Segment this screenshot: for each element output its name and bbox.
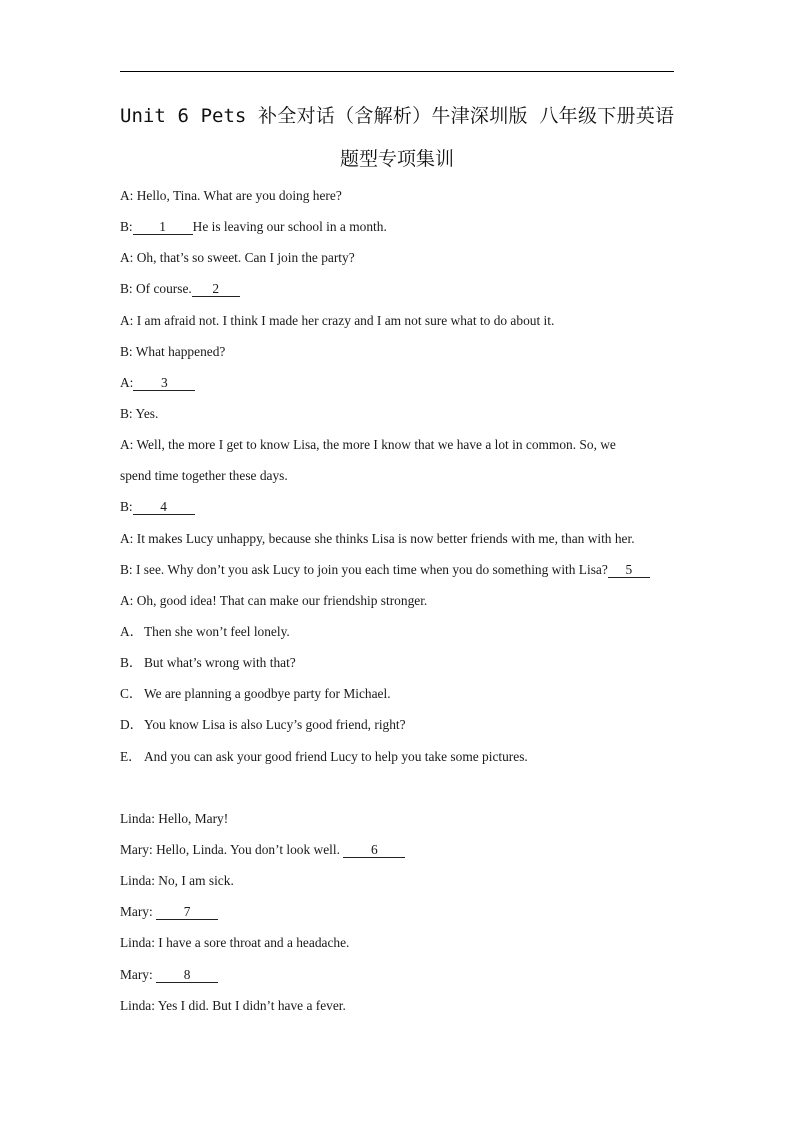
document-title-line-1: Unit 6 Pets 补全对话（含解析）牛津深圳版 八年级下册英语 <box>120 105 674 127</box>
option-item: C． We are planning a goodbye party for Michael. <box>120 686 391 701</box>
dialogue-line: A: It makes Lucy unhappy, because she thinks Lisa is now better friends with me, than with her. <box>120 531 635 546</box>
dialogue-line: B: Yes. <box>120 406 159 421</box>
option-letter: D． <box>120 717 144 732</box>
option-letter: A． <box>120 624 144 639</box>
answer-blank-1: 1 <box>133 220 193 235</box>
document-title-line-2: 题型专项集训 <box>339 148 454 170</box>
answer-blank-2: 2 <box>192 282 240 297</box>
dialogue-line: B: What happened? <box>120 344 226 359</box>
dialogue-line: A: Well, the more I get to know Lisa, the more I know that we have a lot in common. So, we <box>120 437 616 452</box>
dialogue-line: Linda: No, I am sick. <box>120 873 234 888</box>
option-item: D．You know Lisa is also Lucy’s good friend, right? <box>120 717 406 732</box>
dialogue-line: Linda: I have a sore throat and a headache. <box>120 935 350 950</box>
option-letter: E． <box>120 749 142 764</box>
answer-blank-7: 7 <box>156 905 218 920</box>
answer-blank-3: 3 <box>133 376 195 391</box>
dialogue-line: A: Oh, that’s so sweet. Can I join the party? <box>120 250 355 265</box>
header-rule <box>120 71 674 72</box>
dialogue-line: B: 4 <box>120 500 676 515</box>
dialogue-line: B: I see. Why don’t you ask Lucy to join you each time when you do something with Lisa? 5 <box>120 563 676 578</box>
dialogue-line: B: 1 He is leaving our school in a month. <box>120 219 387 234</box>
dialogue-line: A: Hello, Tina. What are you doing here? <box>120 188 342 203</box>
dialogue-line: A: Oh, good idea! That can make our friendship stronger. <box>120 593 428 608</box>
answer-blank-8: 8 <box>156 968 218 983</box>
option-item: E． And you can ask your good friend Lucy to help you take some pictures. <box>120 749 528 764</box>
option-item: B． But what’s wrong with that? <box>120 655 296 670</box>
dialogue-line: Linda: Yes I did. But I didn’t have a fever. <box>120 998 346 1013</box>
dialogue-line: B: Of course. 2 <box>120 282 676 297</box>
answer-blank-4: 4 <box>133 500 195 515</box>
dialogue-line: Mary: 8 <box>120 968 676 983</box>
dialogue-line: Linda: Hello, Mary! <box>120 811 229 826</box>
dialogue-line: Mary: 7 <box>120 905 676 920</box>
dialogue-line: Mary: Hello, Linda. You don’t look well. 6 <box>120 843 676 858</box>
dialogue-line: A: 3 <box>120 376 676 391</box>
answer-blank-5: 5 <box>608 563 650 578</box>
option-item: A．Then she won’t feel lonely. <box>120 624 290 639</box>
option-letter: C． <box>120 686 143 701</box>
answer-blank-6: 6 <box>343 843 405 858</box>
option-letter: B． <box>120 655 143 670</box>
dialogue-line: spend time together these days. <box>120 468 288 483</box>
dialogue-line: A: I am afraid not. I think I made her crazy and I am not sure what to do about it. <box>120 313 555 328</box>
